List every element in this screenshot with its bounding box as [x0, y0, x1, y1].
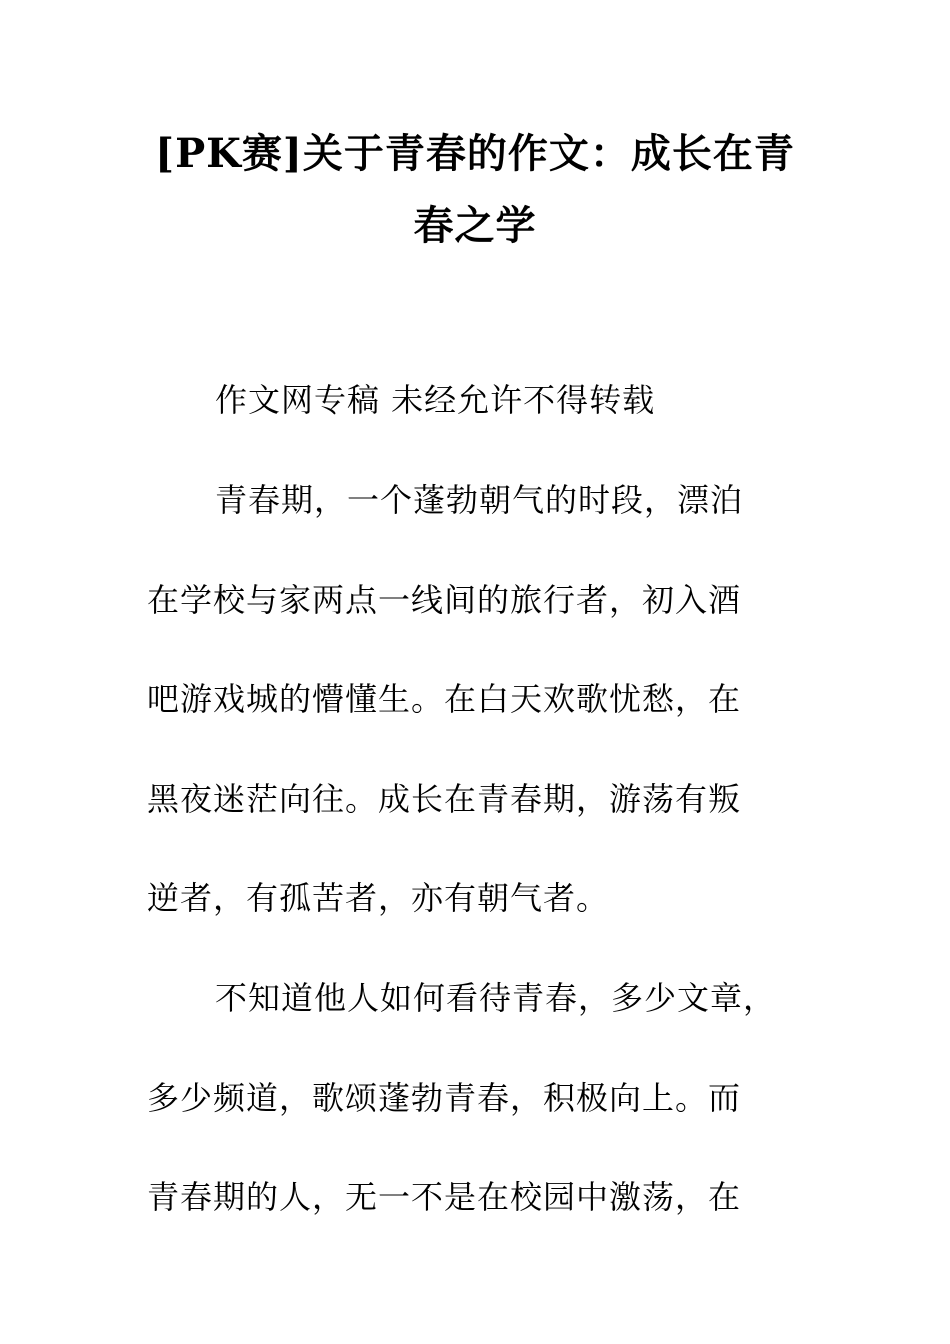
paragraph-1-line-5: 逆者，有孤苦者，亦有朝气者。 [147, 879, 610, 917]
paragraph-2-line-2: 多少频道，歌颂蓬勃青春，积极向上。而 [147, 1079, 742, 1117]
paragraph-1-line-4: 黑夜迷茫向往。成长在青春期，游荡有叛 [147, 780, 742, 818]
paragraph-2-line-1: 不知道他人如何看待青春，多少文章， [215, 979, 777, 1017]
byline: 作文网专稿 未经允许不得转载 [215, 381, 656, 419]
paragraph-2-line-3: 青春期的人，无一不是在校园中激荡，在 [147, 1178, 742, 1216]
document-title-line-1: [PK赛]关于青春的作文：成长在青 [155, 130, 795, 177]
document-title-line-2: 春之学 [413, 202, 537, 249]
paragraph-1-line-3: 吧游戏城的懵懂生。在白天欢歌忧愁，在 [147, 680, 742, 718]
paragraph-1-line-2: 在学校与家两点一线间的旅行者，初入酒 [147, 581, 742, 619]
paragraph-1-line-1: 青春期，一个蓬勃朝气的时段，漂泊 [215, 481, 744, 519]
